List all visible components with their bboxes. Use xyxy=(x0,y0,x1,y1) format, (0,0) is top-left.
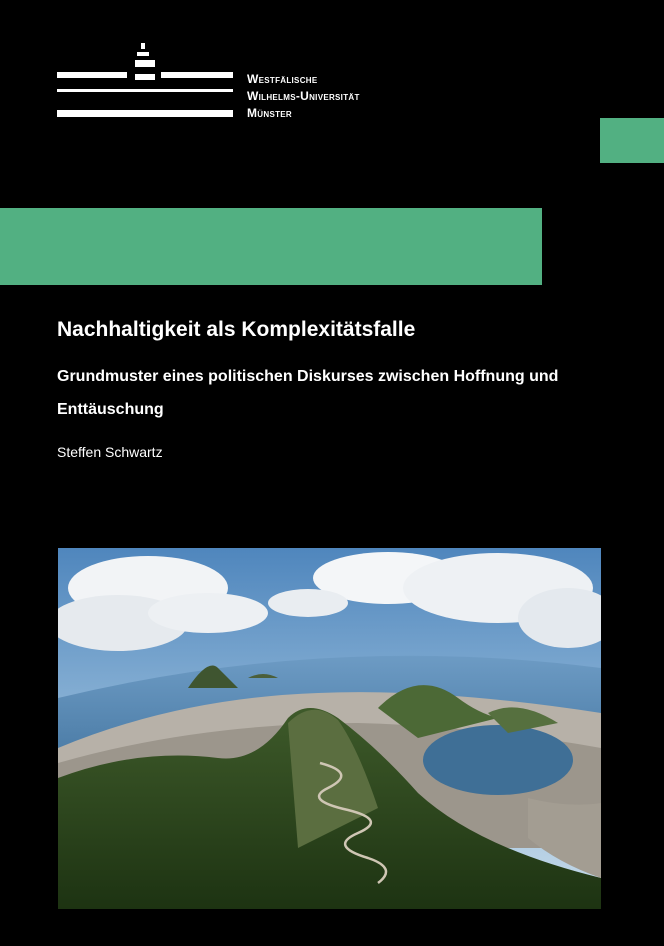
cover-photo xyxy=(58,548,601,909)
university-logo xyxy=(57,43,417,123)
university-name-line-1: Westfälische xyxy=(247,72,318,86)
accent-block xyxy=(600,118,664,163)
cover-author: Steffen Schwartz xyxy=(57,444,163,460)
cover-title: Nachhaltigkeit als Komplexitätsfalle xyxy=(57,318,416,341)
university-name-line-3: Münster xyxy=(247,106,292,120)
wwu-logo-icon xyxy=(57,43,237,123)
cover-subtitle: Grundmuster eines politischen Diskurses zwischen Hoffnung und Enttäuschung xyxy=(57,368,559,418)
university-name-line-2: Wilhelms-Universität xyxy=(247,89,360,103)
aerial-landscape-image xyxy=(58,548,601,909)
accent-bar xyxy=(0,208,542,285)
university-name xyxy=(247,71,360,122)
